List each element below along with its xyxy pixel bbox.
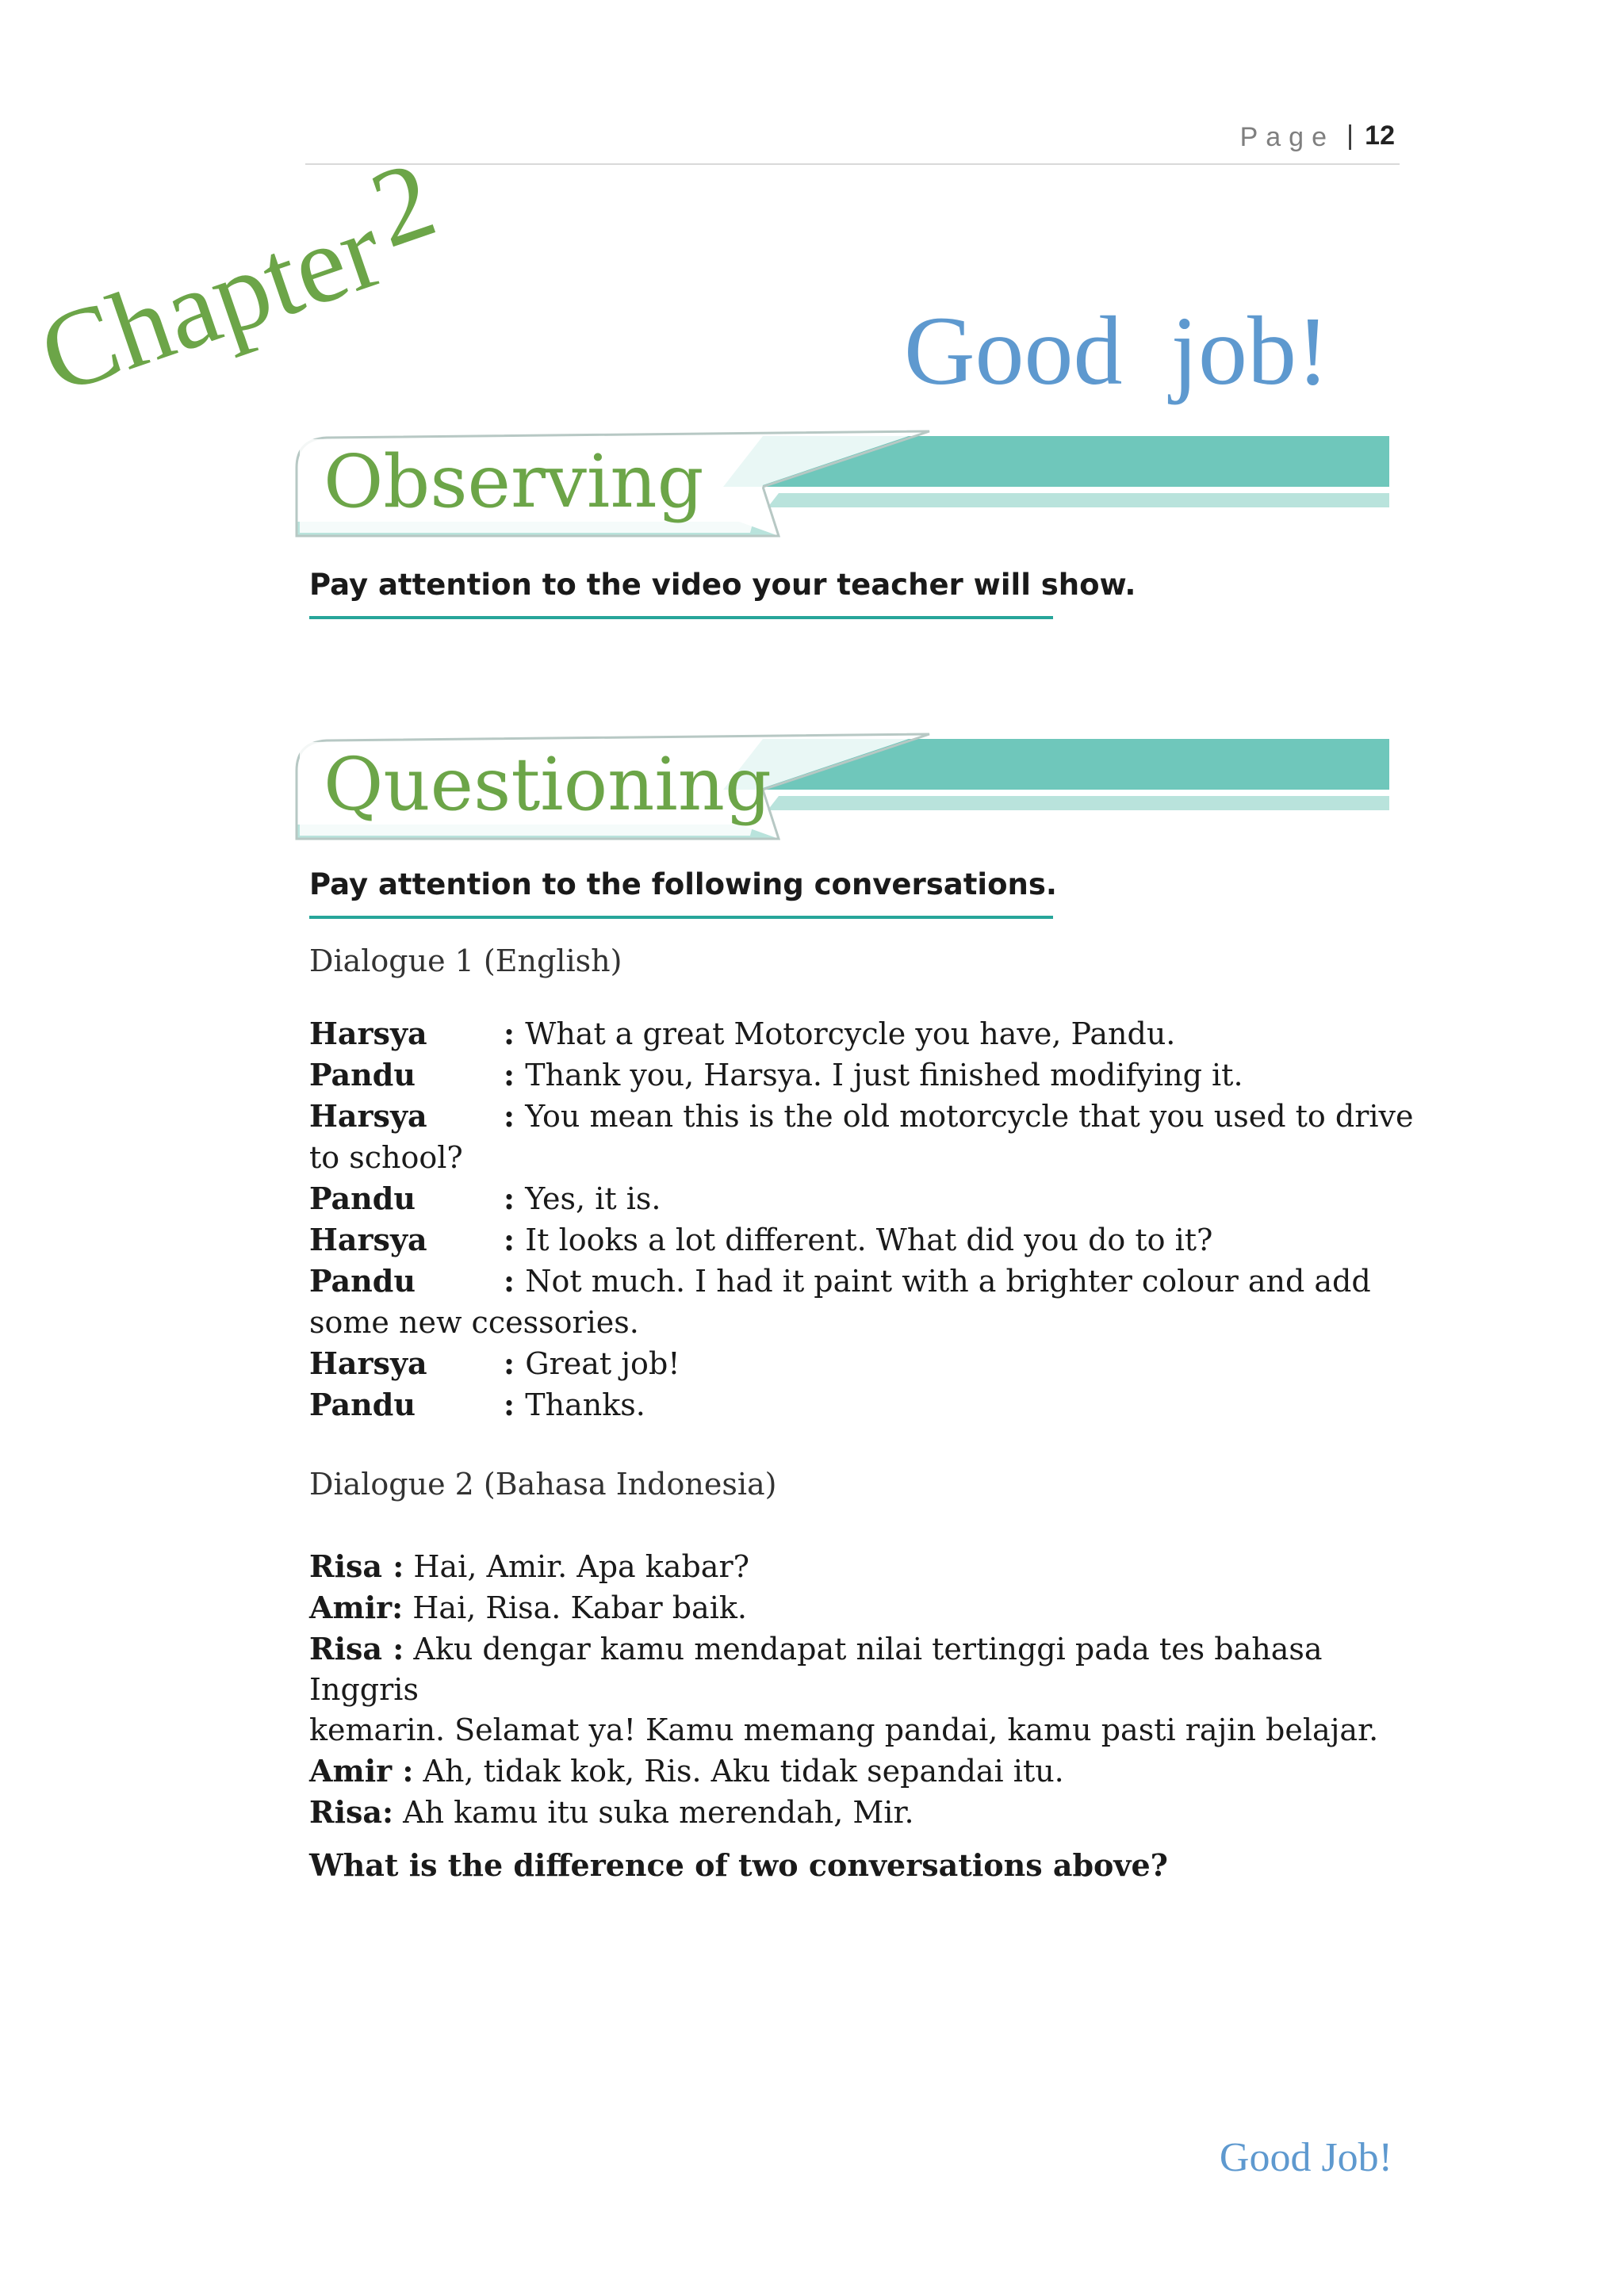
speaker: Risa :	[309, 1631, 404, 1667]
speaker: Amir:	[309, 1590, 404, 1625]
dialogue-line	[309, 1792, 1435, 1833]
questioning-title: Questioning	[324, 742, 772, 827]
speaker: Amir :	[309, 1753, 414, 1789]
line-text: Not much. I had it paint with a brighter colour and add	[525, 1264, 1371, 1299]
speaker: Harsya	[309, 1345, 427, 1381]
speaker: Pandu	[309, 1263, 416, 1299]
line-text: Great job!	[525, 1346, 680, 1381]
speaker: Harsya	[309, 1098, 427, 1134]
dialogue1	[309, 1013, 1435, 1425]
line-text: Hai, Risa. Kabar baik.	[412, 1590, 747, 1625]
dialogue-line: Harsya : It looks a lot different. What did you do to it?	[309, 1219, 1435, 1261]
line-text: Thanks.	[525, 1387, 645, 1422]
line-text: Thank you, Harsya. I just finished modifying it.	[525, 1058, 1243, 1093]
speaker: Risa :	[309, 1548, 404, 1584]
observing-instruction: Pay attention to the video your teacher will show.	[309, 568, 1053, 619]
page-number: 12	[1365, 121, 1395, 151]
line-continuation: to school?	[309, 1140, 463, 1175]
chapter-title	[25, 137, 457, 418]
dialogue-line	[309, 1587, 1435, 1628]
line-text: What a great Motorcycle you have, Pandu.	[525, 1016, 1176, 1051]
chapter-word: Chapter	[25, 186, 398, 418]
chapter-number: 2	[356, 137, 450, 272]
dialogue-line: Pandu : Not much. I had it paint with a brighter colour and add	[309, 1261, 1435, 1302]
questioning-instruction: Pay attention to the following conversations.	[309, 867, 1053, 919]
page-header	[305, 119, 1400, 165]
dialogue-line	[309, 1628, 1435, 1710]
dialogue2	[309, 1546, 1435, 1833]
observing-banner	[295, 428, 1389, 547]
questioning-banner	[295, 731, 1389, 850]
speaker: Pandu	[309, 1181, 416, 1216]
dialogue1-title: Dialogue 1 (English)	[309, 943, 622, 978]
page-separator: |	[1346, 121, 1354, 151]
line-text: Ah kamu itu suka merendah, Mir.	[403, 1795, 914, 1830]
dialogue-line	[309, 1751, 1435, 1792]
page-label: Page	[1239, 122, 1335, 152]
speaker: Harsya	[309, 1222, 427, 1257]
line-text: You mean this is the old motorcycle that you used to drive	[525, 1099, 1414, 1134]
discussion-question: What is the difference of two conversations above?	[309, 1847, 1168, 1883]
speaker: Risa:	[309, 1794, 394, 1830]
line-text: It looks a lot different. What did you do to it?	[525, 1223, 1213, 1257]
dialogue-line: Pandu : Thanks.	[309, 1384, 1435, 1425]
speaker: Harsya	[309, 1016, 427, 1051]
observing-title: Observing	[324, 439, 704, 524]
dialogue2-title: Dialogue 2 (Bahasa Indonesia)	[309, 1467, 777, 1502]
dialogue-line: Harsya : What a great Motorcycle you have, Pandu.	[309, 1013, 1435, 1054]
line-continuation: some new ccessories.	[309, 1305, 639, 1340]
speaker: Pandu	[309, 1387, 416, 1422]
line-text: Hai, Amir. Apa kabar?	[413, 1549, 749, 1584]
lesson-title: Good job!	[904, 297, 1330, 405]
dialogue-line: Harsya : Great job!	[309, 1343, 1435, 1384]
dialogue-line	[309, 1546, 1435, 1587]
speaker: Pandu	[309, 1057, 416, 1093]
dialogue-line: Pandu : Thank you, Harsya. I just finished modifying it.	[309, 1054, 1435, 1096]
dialogue-line: Harsya : You mean this is the old motorcycle that you used to drive	[309, 1096, 1435, 1137]
line-text: Aku dengar kamu mendapat nilai tertinggi pada tes bahasa Inggris	[309, 1632, 1323, 1707]
line-text: Yes, it is.	[525, 1181, 661, 1216]
footer-title: Good Job!	[1219, 2135, 1392, 2180]
dialogue-line: Pandu : Yes, it is.	[309, 1178, 1435, 1219]
line-text: Ah, tidak kok, Ris. Aku tidak sepandai itu.	[423, 1754, 1064, 1789]
line-continuation: kemarin. Selamat ya! Kamu memang pandai, kamu pasti rajin belajar.	[309, 1712, 1379, 1747]
